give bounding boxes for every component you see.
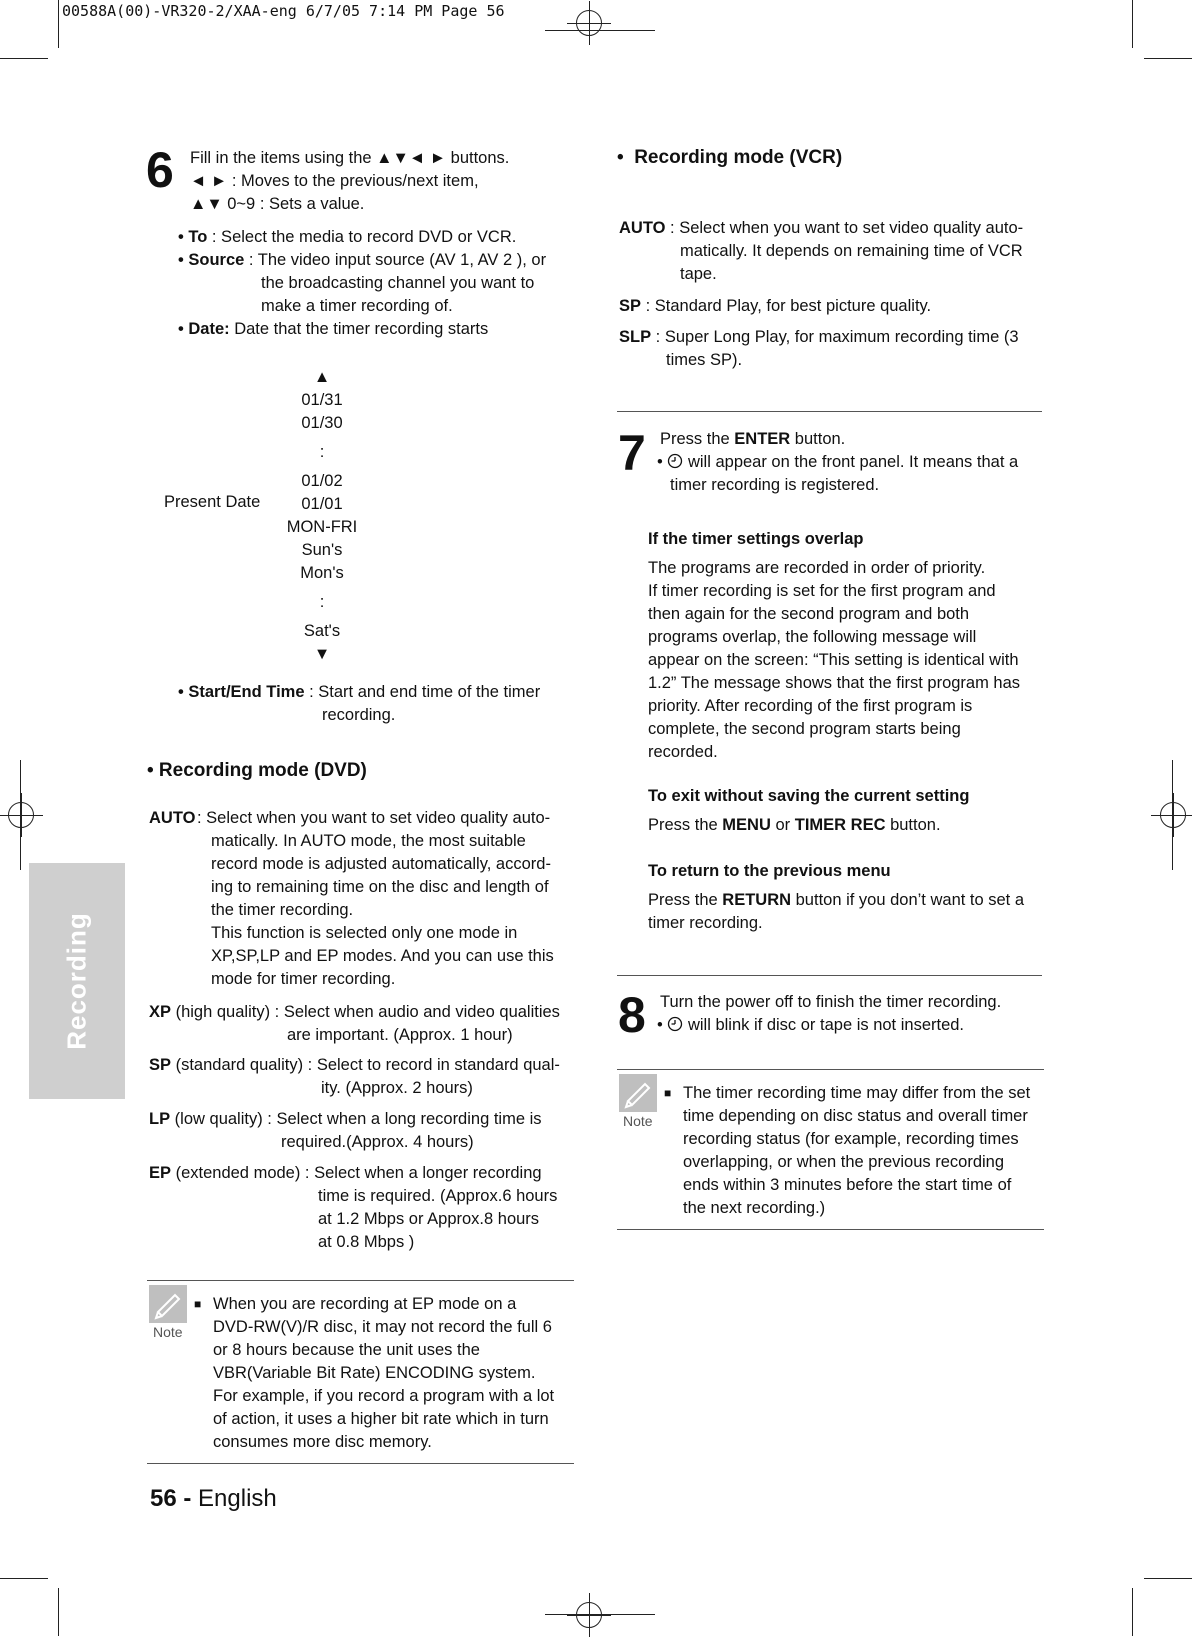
page-footer — [150, 1484, 277, 1514]
note-line: or 8 hours because the unit uses the — [213, 1341, 480, 1359]
step8-bullet — [657, 1014, 964, 1037]
date-item: Mon's — [300, 564, 344, 582]
dvd-auto-line: the timer recording. — [211, 901, 354, 919]
overlap-line: If timer recording is set for the first program and — [648, 582, 996, 600]
xp-text-cont: are important. (Approx. 1 hour) — [287, 1026, 513, 1044]
overlap-line: priority. After recording of the first program is — [648, 697, 973, 715]
vcr-mode-heading: • Recording mode (VCR) — [617, 147, 843, 168]
overlap-line: programs overlap, the following message will — [648, 628, 977, 646]
note-bullet-icon: ■ — [664, 1086, 672, 1100]
date-item: 01/02 — [301, 472, 343, 490]
vcr-auto-item — [619, 217, 1023, 240]
source-text: : The video input source (AV 1, AV 2 ), or — [248, 251, 547, 269]
step7-text: Press the — [660, 430, 735, 448]
overlap-heading: If the timer settings overlap — [648, 530, 864, 548]
step6-line: Fill in the items using the ▲▼◄ ► buttons. — [190, 149, 510, 167]
step8-bullet-text: will blink if disc or tape is not inserted. — [687, 1016, 965, 1034]
dvd-auto-line: ing to remaining time on the disc and length of — [211, 878, 549, 896]
overlap-line: complete, the second program starts being — [648, 720, 961, 738]
crop-mark — [0, 1578, 48, 1579]
step6-to-item — [178, 226, 516, 249]
startend-label: • Start/End Time — [178, 683, 305, 701]
vcr-auto-label: AUTO — [619, 219, 666, 237]
to-text: : Select the media to record DVD or VCR. — [211, 228, 517, 246]
page-number: 56 - — [150, 1485, 192, 1512]
return-text-part: button if you don’t want to set a — [791, 891, 1025, 909]
to-label: • To — [178, 228, 208, 246]
date-item: MON-FRI — [286, 518, 358, 536]
lp-text-cont: required.(Approx. 4 hours) — [281, 1133, 474, 1151]
step-number-8: 8 — [618, 987, 646, 1043]
note-line: DVD-RW(V)/R disc, it may not record the full 6 — [213, 1318, 552, 1336]
crop-mark — [1132, 1588, 1133, 1636]
up-arrow-icon: ▲ — [313, 368, 331, 386]
step8-line1: Turn the power off to finish the timer recording. — [660, 993, 1002, 1011]
crop-mark — [1144, 58, 1192, 59]
ep-text-cont — [318, 1185, 557, 1254]
source-text-cont: the broadcasting channel you want to — [261, 274, 535, 292]
step7-line1 — [660, 428, 845, 451]
step6-startend-item — [178, 681, 540, 704]
step6-line: ◄ ► : Moves to the previous/next item, — [190, 172, 479, 190]
dvd-auto-line: matically. In AUTO mode, the most suitable — [211, 832, 526, 850]
note-line: time depending on disc status and overall timer — [683, 1107, 1028, 1125]
note-bottom-rule — [147, 1463, 574, 1464]
return-text-part: Press the — [648, 891, 723, 909]
registration-mark-icon — [576, 1602, 602, 1628]
note-line: overlapping, or when the previous recording — [683, 1153, 1005, 1171]
note-pencil-icon — [149, 1285, 187, 1323]
menu-key-label: MENU — [722, 816, 771, 834]
note-bottom-rule — [617, 1229, 1044, 1230]
crop-mark — [58, 0, 59, 48]
date-item-present: 01/01 — [301, 495, 343, 513]
vcr-auto-line: tape. — [680, 265, 717, 283]
note-line: VBR(Variable Bit Rate) ENCODING system. — [213, 1364, 536, 1382]
dvd-auto-line: record mode is adjusted automatically, accord- — [211, 855, 551, 873]
note-line: recording status (for example, recording times — [683, 1130, 1019, 1148]
note-left-text — [213, 1293, 554, 1454]
section-rule — [617, 411, 1042, 412]
dvd-lp-item — [149, 1108, 542, 1131]
date-ellipsis: : — [319, 443, 325, 461]
step7-bullet-text: will appear on the front panel. It means that a — [687, 453, 1019, 471]
dvd-ep-item — [149, 1162, 542, 1185]
ep-line: at 0.8 Mbps ) — [318, 1233, 415, 1251]
registration-mark-icon — [576, 10, 602, 36]
note-top-rule — [147, 1280, 574, 1281]
registration-mark-icon — [8, 802, 34, 828]
note-line: When you are recording at EP mode on a — [213, 1295, 517, 1313]
step-number-7: 7 — [618, 425, 646, 481]
overlap-line: then again for the second program and both — [648, 605, 970, 623]
note-line: ends within 3 minutes before the start time of — [683, 1176, 1012, 1194]
timer-clock-icon — [667, 1016, 683, 1032]
lp-text: (low quality) : Select when a long recording time is — [170, 1110, 542, 1128]
enter-key-label: ENTER — [734, 430, 791, 448]
return-text — [648, 889, 1024, 912]
date-item: Sun's — [301, 541, 343, 559]
return-key-label: RETURN — [722, 891, 792, 909]
crop-mark — [0, 58, 48, 59]
step6-date-item — [178, 318, 488, 341]
registration-mark-icon — [1160, 802, 1186, 828]
step6-line: ▲▼ 0~9 : Sets a value. — [190, 195, 365, 213]
exit-text-part: or — [770, 816, 795, 834]
vcr-sp-text: : Standard Play, for best picture quality. — [641, 297, 932, 315]
step7-bullet-cont: timer recording is registered. — [670, 476, 880, 494]
side-tab-label: Recording — [61, 912, 92, 1050]
sp-text: (standard quality) : Select to record in standard qual- — [171, 1056, 560, 1074]
exit-heading: To exit without saving the current setting — [648, 787, 970, 805]
xp-text: (high quality) : Select when audio and video qualities — [171, 1003, 560, 1021]
dvd-auto-line: This function is selected only one mode in — [211, 924, 518, 942]
timer-rec-key-label: TIMER REC — [794, 816, 886, 834]
return-heading: To return to the previous menu — [648, 862, 891, 880]
note-line: The timer recording time may differ from the set — [683, 1084, 1031, 1102]
note-line: of action, it uses a higher bit rate which in turn — [213, 1410, 549, 1428]
dvd-auto-line: mode for timer recording. — [211, 970, 396, 988]
crop-mark — [58, 1588, 59, 1636]
overlap-line: The programs are recorded in order of priority. — [648, 559, 986, 577]
exit-text-part: Press the — [648, 816, 723, 834]
step-number-6: 6 — [146, 142, 174, 198]
date-list — [262, 366, 382, 666]
ep-line: time is required. (Approx.6 hours — [318, 1187, 558, 1205]
section-rule — [617, 975, 1042, 976]
vcr-slp-item — [619, 326, 1019, 349]
dvd-auto-line: : Select when you want to set video quality auto- — [197, 809, 551, 827]
source-text-cont: make a timer recording of. — [261, 297, 453, 315]
note-right-text — [683, 1082, 1030, 1220]
ep-text: (extended mode) : Select when a longer recording — [171, 1164, 542, 1182]
present-date-label: Present Date — [164, 493, 261, 511]
overlap-line: appear on the screen: “This setting is identical with — [648, 651, 1019, 669]
date-ellipsis: : — [319, 593, 325, 611]
overlap-line: recorded. — [648, 743, 718, 761]
step6-instructions — [190, 147, 509, 216]
startend-text: : Start and end time of the timer — [309, 683, 541, 701]
xp-label: XP — [149, 1003, 172, 1021]
date-label: • Date: — [178, 320, 230, 338]
source-label: • Source — [178, 251, 245, 269]
note-top-rule — [617, 1069, 1044, 1070]
timer-clock-icon — [667, 453, 683, 469]
page-language: English — [198, 1485, 277, 1512]
lp-label: LP — [149, 1110, 171, 1128]
dvd-auto-label: AUTO — [149, 809, 196, 827]
dvd-sp-item — [149, 1054, 560, 1077]
exit-text — [648, 814, 941, 837]
bullet-dot: • — [657, 453, 663, 471]
overlap-line: 1.2” The message shows that the first program has — [648, 674, 1021, 692]
date-item: Sat's — [303, 622, 341, 640]
dvd-auto-line: XP,SP,LP and EP modes. And you can use this — [211, 947, 554, 965]
note-line: For example, if you record a program with a lot — [213, 1387, 555, 1405]
bullet-dot: • — [657, 1016, 663, 1034]
crop-mark — [545, 30, 655, 31]
date-item: 01/30 — [301, 414, 343, 432]
step6-source-item — [178, 249, 546, 272]
note-line: consumes more disc memory. — [213, 1433, 432, 1451]
vcr-auto-line: matically. It depends on remaining time of VCR — [680, 242, 1023, 260]
startend-text-cont: recording. — [322, 706, 396, 724]
overlap-text — [648, 557, 1020, 764]
vcr-slp-cont: times SP). — [666, 351, 743, 369]
crop-mark — [1132, 0, 1133, 48]
date-item: 01/31 — [301, 391, 343, 409]
note-label: Note — [623, 1113, 653, 1129]
date-text: Date that the timer recording starts — [234, 320, 489, 338]
vcr-sp-label: SP — [619, 297, 642, 315]
vcr-slp-text: : Super Long Play, for maximum recording time (3 — [651, 328, 1019, 346]
vcr-slp-label: SLP — [619, 328, 652, 346]
ep-label: EP — [149, 1164, 172, 1182]
vcr-auto-text: : Select when you want to set video quality auto- — [665, 219, 1024, 237]
vcr-sp-item — [619, 295, 931, 318]
note-line: the next recording.) — [683, 1199, 826, 1217]
vcr-auto-cont — [680, 240, 1023, 286]
sp-text-cont: ity. (Approx. 2 hours) — [321, 1079, 473, 1097]
note-pencil-icon — [619, 1074, 657, 1112]
dvd-mode-heading: • Recording mode (DVD) — [147, 760, 367, 781]
section-side-tab — [29, 863, 125, 1099]
exit-text-part: button. — [885, 816, 941, 834]
sp-label: SP — [149, 1056, 172, 1074]
dvd-xp-item — [149, 1001, 560, 1024]
step7-bullet — [657, 451, 1018, 474]
note-bullet-icon: ■ — [194, 1297, 202, 1311]
step7-text: button. — [790, 430, 846, 448]
crop-mark — [1144, 1578, 1192, 1579]
ep-line: at 1.2 Mbps or Approx.8 hours — [318, 1210, 540, 1228]
dvd-auto-desc — [211, 830, 554, 991]
print-header: 00588A(00)-VR320-2/XAA-eng 6/7/05 7:14 PM Page 56 — [62, 2, 505, 20]
note-label: Note — [153, 1324, 183, 1340]
return-text-cont: timer recording. — [648, 914, 763, 932]
down-arrow-icon: ▼ — [313, 645, 331, 663]
